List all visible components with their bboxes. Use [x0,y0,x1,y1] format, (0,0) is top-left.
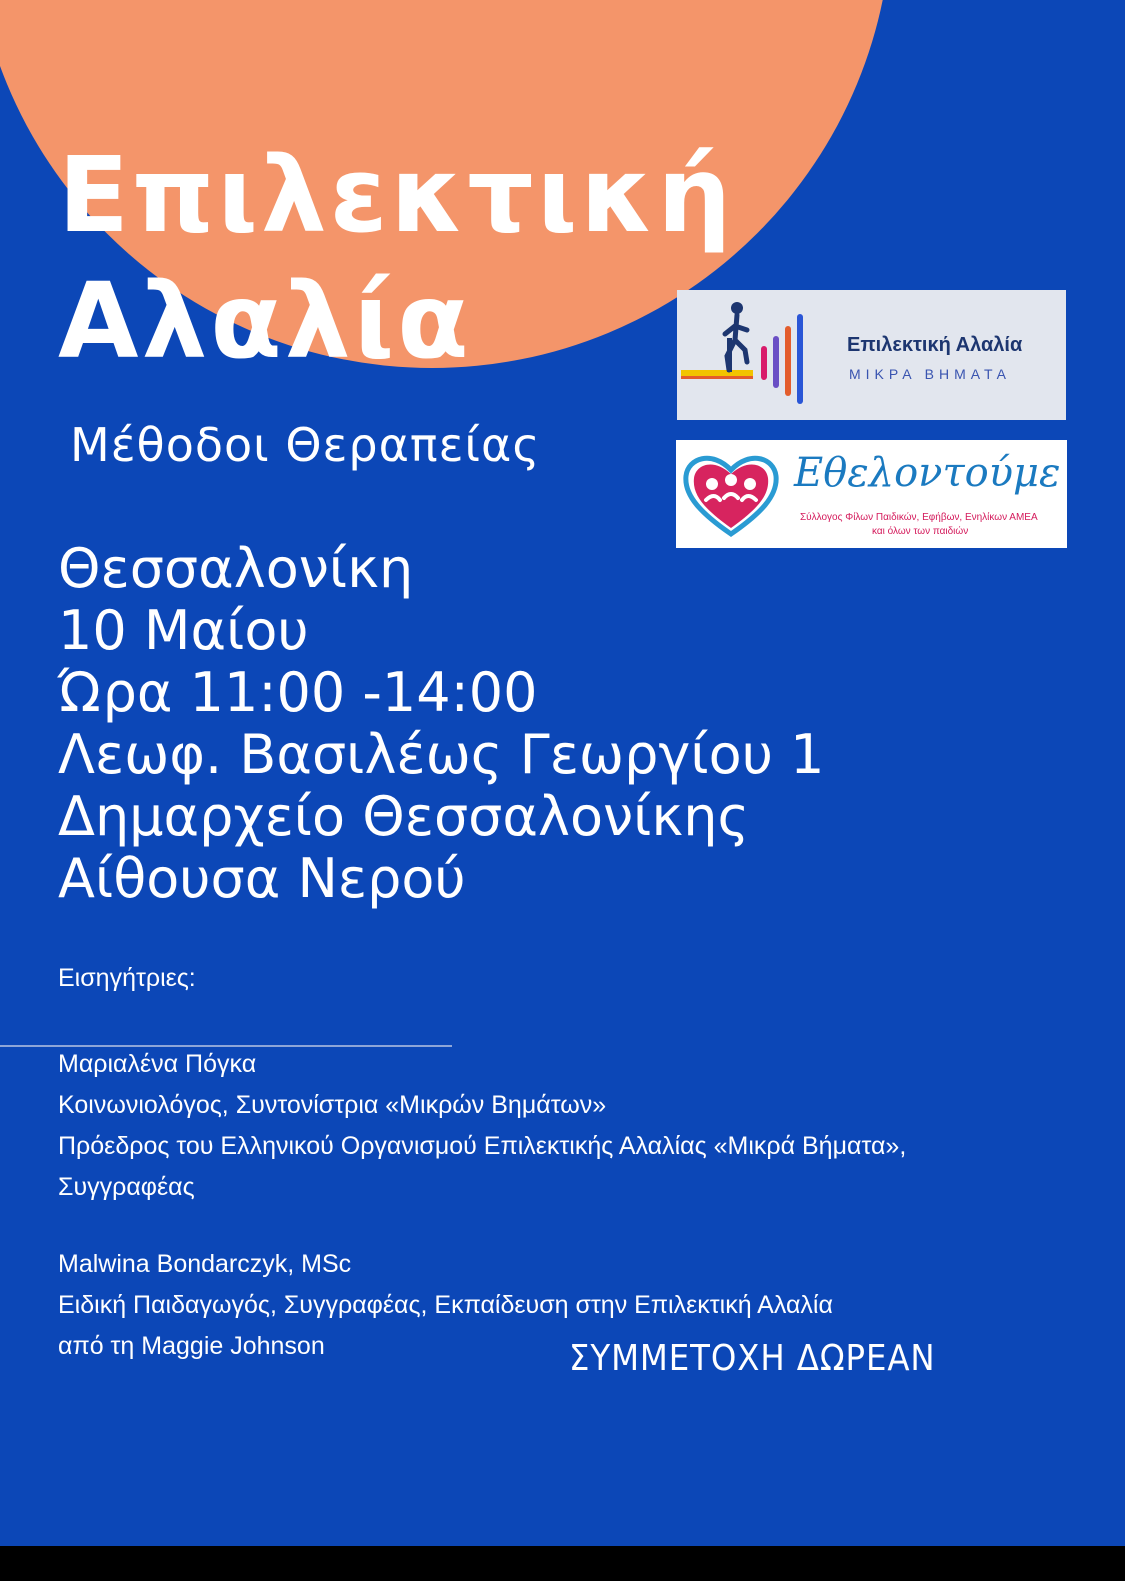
event-time: Ώρα 11:00 -14:00 [58,661,538,724]
free-participation-label: ΣΥΜΜΕΤΟΧΗ ΔΩΡΕΑΝ [569,1338,936,1379]
event-date: 10 Μαίου [58,599,309,662]
ethelontoume-logo [676,440,1067,548]
event-venue: Δημαρχείο Θεσσαλονίκης [58,785,750,848]
speaker-info-line: Κοινωνιολόγος, Συντονίστρια «Μικρών Βημάτων» [58,1091,607,1119]
event-city: Θεσσαλονίκη [58,537,414,600]
speaker-entry [58,1044,906,1208]
mikra-logo-name: Επιλεκτική Αλαλία [847,334,1023,356]
heart-people-icon [676,440,786,548]
speaker-info-line: Συγγραφέας [58,1173,195,1201]
event-room: Αίθουσα Νερού [58,847,466,910]
mikra-vimata-logo [677,290,1066,420]
bottom-black-bar [0,1546,1125,1581]
speaker-name: Malwina Bondarczyk, MSc [58,1250,352,1278]
speaker-info-line: Ειδική Παιδαγωγός, Συγγραφέας, Εκπαίδευση στην Επιλεκτική Αλαλία [58,1291,833,1319]
title-line-2: Αλαλία [58,260,472,382]
person-climbing-steps-icon [677,290,827,420]
event-details [58,538,824,910]
event-address: Λεωφ. Βασιλέως Γεωργίου 1 [58,723,825,786]
mikra-logo-subtitle: ΜΙΚΡΑ ΒΗΜΑΤΑ [849,366,1011,382]
ethelontoume-logo-name: Εθελοντούμε [794,450,1061,496]
poster-subtitle: Μέθοδοι Θεραπείας [70,418,541,472]
title-line-1: Επιλεκτική [58,134,735,256]
speaker-info-line: από τη Maggie Johnson [58,1332,325,1360]
speakers-heading: Εισηγήτριες: [58,964,196,992]
speaker-info-line: Πρόεδρος του Ελληνικού Οργανισμού Επιλεκτικής Αλαλίας «Μικρά Βήματα», [58,1132,907,1160]
ethelontoume-tagline-2: και όλων των παιδιών [872,526,969,537]
poster-title [58,132,734,384]
ethelontoume-tagline-1: Σύλλογος Φίλων Παιδικών, Εφήβων, Ενηλίκων ΑΜΕΑ [800,512,1038,523]
speaker-name: Μαριαλένα Πόγκα [58,1050,257,1078]
